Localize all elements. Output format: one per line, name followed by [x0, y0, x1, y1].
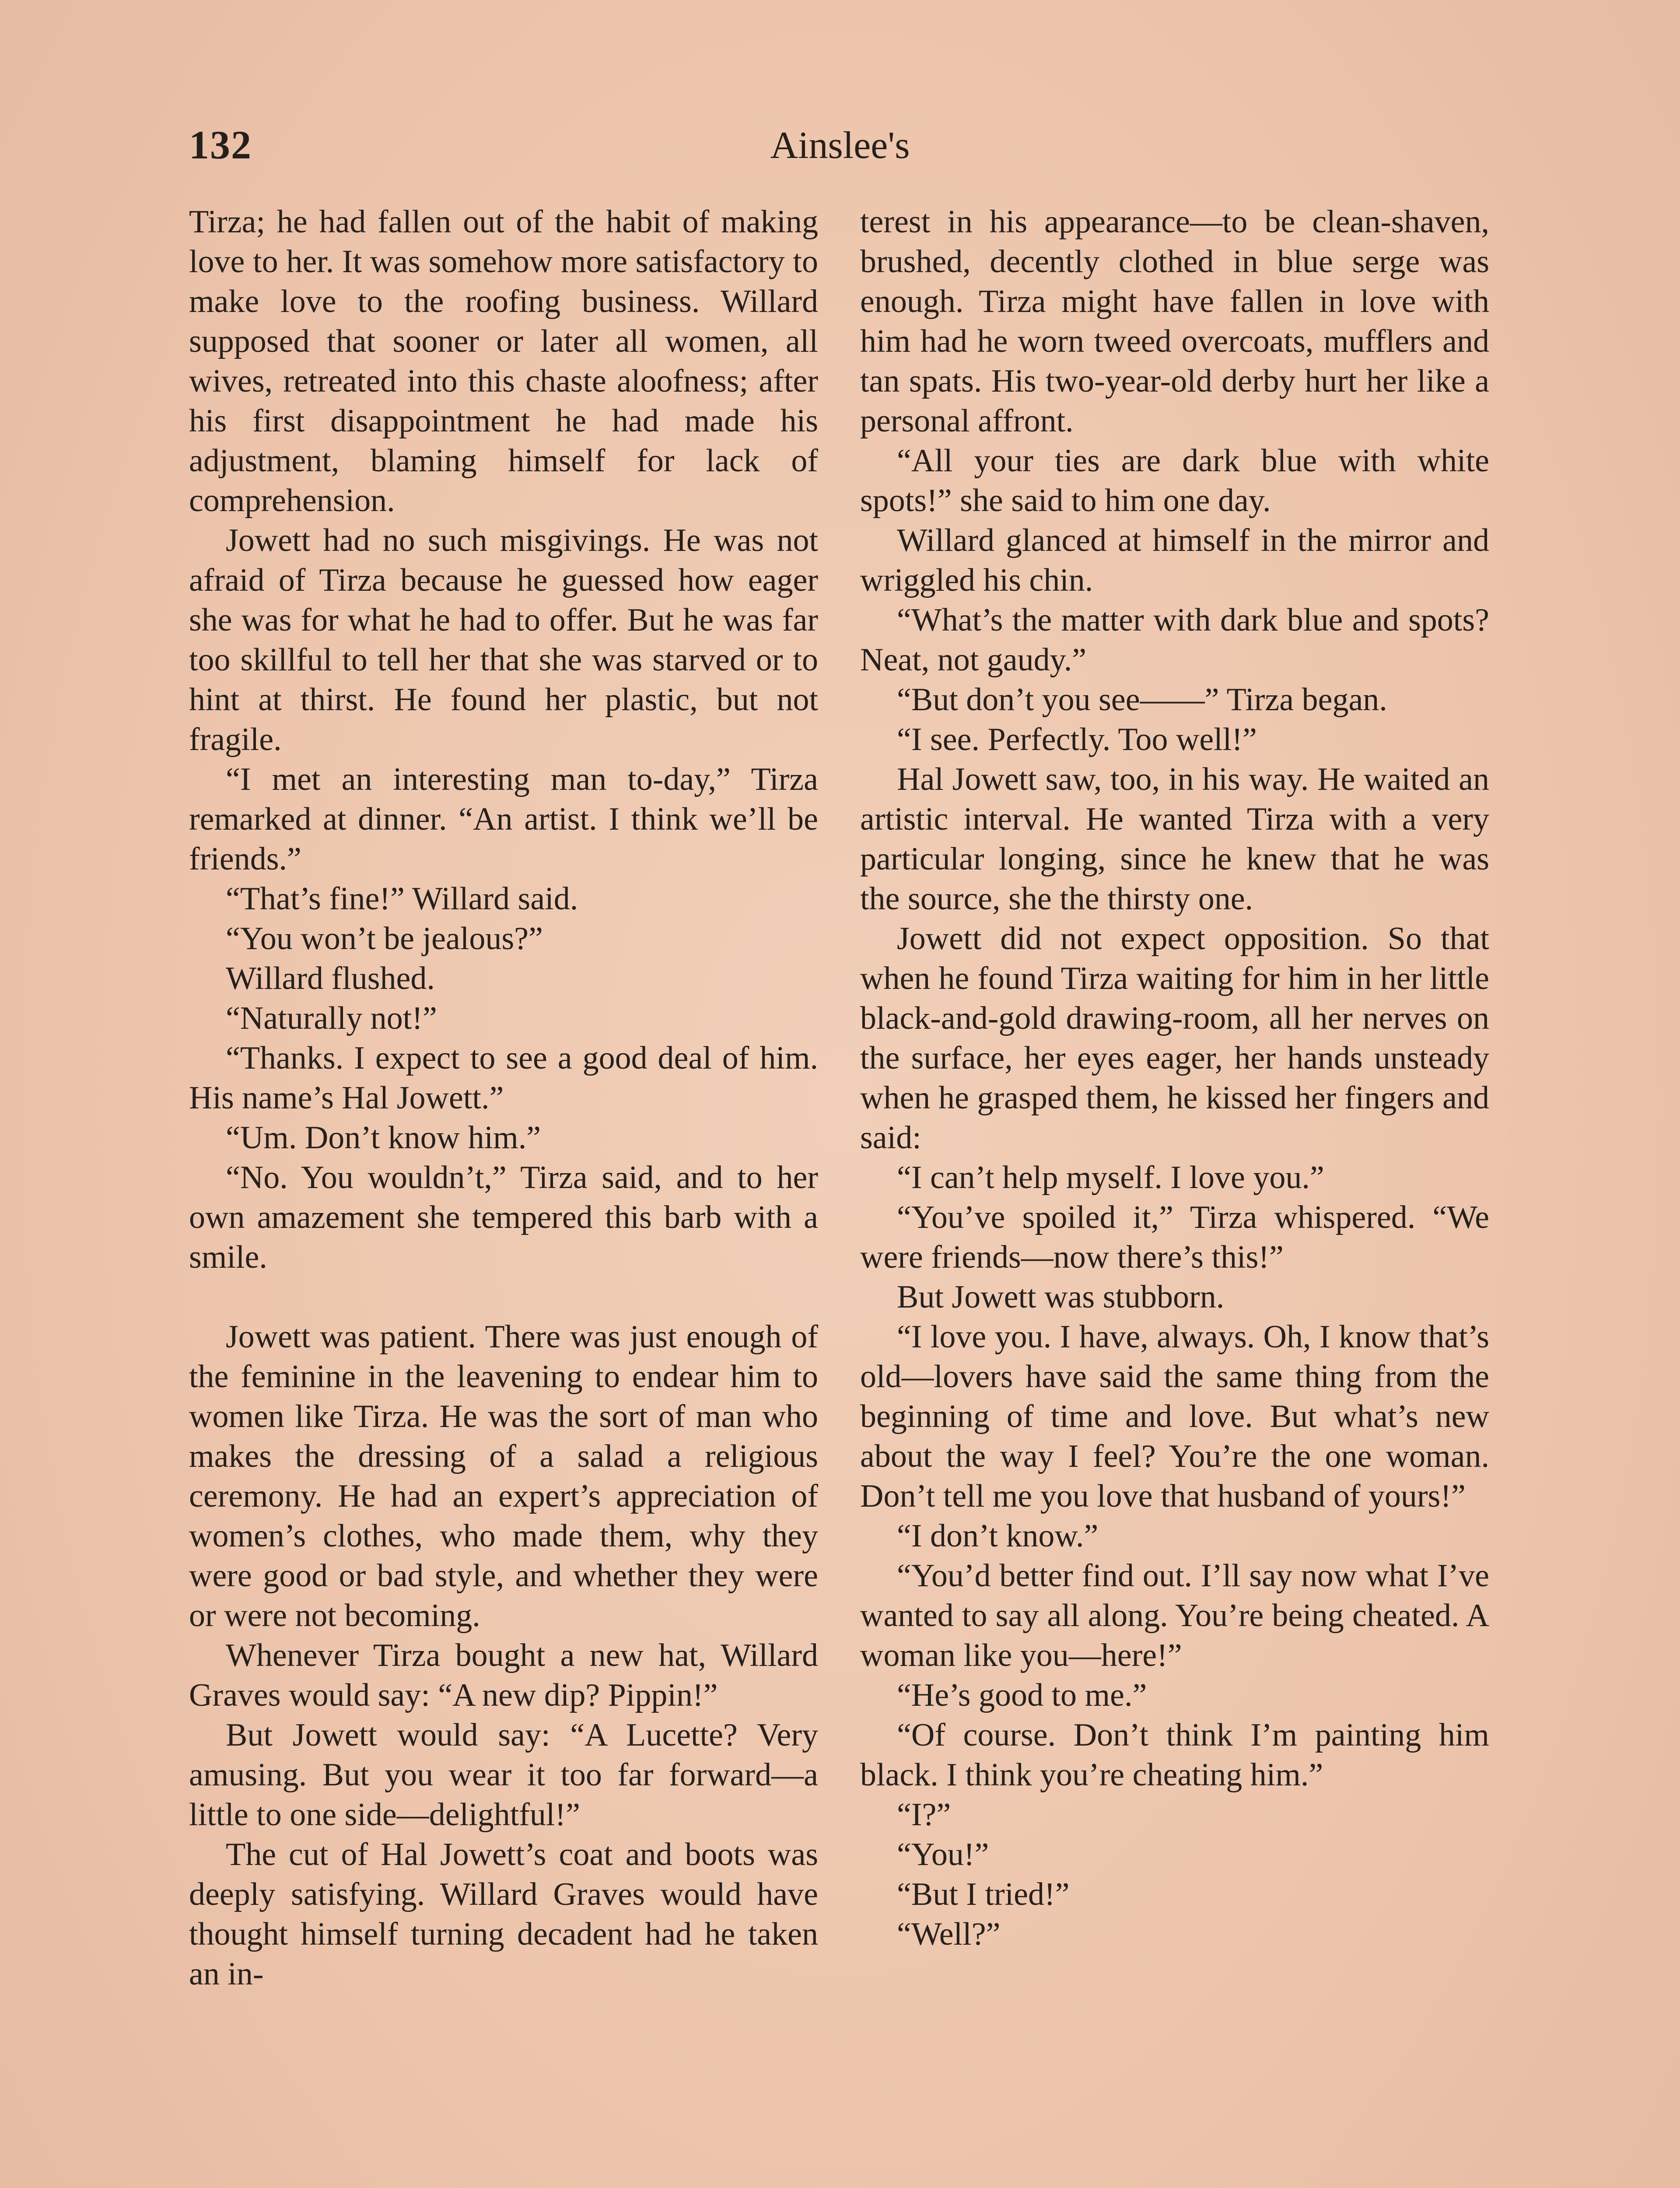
paragraph: The cut of Hal Jowett’s coat and boots was deeply satisfying. Willard Graves would have thought himself turning decadent had he taken an in-	[189, 1837, 818, 1992]
paragraph: “Naturally not!”	[226, 1000, 437, 1036]
paragraph: Jowett did not expect opposition. So that when he found Tirza waiting for him in her little black-and-gold drawing-room, all her nerves on the surface, her eyes eager, her hands unsteady when he grasped them, he kissed her fingers and said:	[860, 921, 1489, 1156]
paragraph: “You!”	[897, 1837, 989, 1872]
paragraph: But Jowett was stubborn.	[897, 1279, 1225, 1315]
section-break	[189, 1277, 818, 1317]
continued-paragraph: terest in his appearance—to be clean-shaven, brushed, decently clothed in blue serge was enough. Tirza might have fallen in love with him had he worn tweed overcoats, mufflers and tan spats. His two-year-old derby hurt her like a personal affront.	[860, 204, 1489, 439]
paragraph: Jowett had no such misgivings. He was not afraid of Tirza because he guessed how eager she was for what he had to offer. But he was far too skillful to tell her that she was starved or to hint at thirst. He found her plastic, but not fragile.	[189, 522, 818, 757]
paragraph: “You’d better find out. I’ll say now what I’ve wanted to say all along. You’re being cheated. A woman like you—here!”	[860, 1558, 1489, 1673]
paragraph: Hal Jowett saw, too, in his way. He waited an artistic interval. He wanted Tirza with a very particular longing, since he knew that he was the source, she the thirsty one.	[860, 761, 1489, 917]
paragraph: “I don’t know.”	[897, 1518, 1099, 1554]
paragraph: “You’ve spoiled it,” Tirza whispered. “We were friends—now there’s this!”	[860, 1199, 1489, 1275]
paragraph: “You won’t be jealous?”	[226, 921, 543, 957]
paragraph: “Um. Don’t know him.”	[226, 1120, 541, 1156]
running-title: Ainslee's	[770, 124, 910, 167]
paragraph: “That’s fine!” Willard said.	[226, 881, 578, 917]
paragraph: “Well?”	[897, 1916, 1001, 1952]
paragraph: “I can’t help myself. I love you.”	[897, 1160, 1324, 1196]
paragraph: Whenever Tirza bought a new hat, Willard Graves would say: “A new dip? Pippin!”	[189, 1637, 818, 1713]
page-number: 132	[189, 123, 252, 167]
paragraph: “What’s the matter with dark blue and spots? Neat, not gaudy.”	[860, 602, 1489, 678]
paragraph: “All your ties are dark blue with white spots!” she said to him one day.	[860, 443, 1489, 519]
paragraph: “Thanks. I expect to see a good deal of him. His name’s Hal Jowett.”	[189, 1040, 818, 1116]
right-column	[860, 202, 1489, 1954]
paragraph: But Jowett would say: “A Lucette? Very amusing. But you wear it too far forward—a little to one side—delightful!”	[189, 1717, 818, 1833]
paragraph: Willard flushed.	[226, 961, 435, 996]
paragraph: “He’s good to me.”	[897, 1677, 1147, 1713]
paragraph: “No. You wouldn’t,” Tirza said, and to her own amazement she tempered this barb with a smile.	[189, 1160, 818, 1275]
paragraph: “I met an interesting man to-day,” Tirza remarked at dinner. “An artist. I think we’ll be friends.”	[189, 761, 818, 877]
left-column	[189, 202, 818, 1994]
paragraph: “I love you. I have, always. Oh, I know that’s old—lovers have said the same thing from the beginning of time and love. But what’s new about the way I feel? You’re the one woman. Don’t tell me you love that husband of yours!”	[860, 1319, 1489, 1514]
paragraph: “But don’t you see——” Tirza began.	[897, 682, 1387, 718]
continued-paragraph: Tirza; he had fallen out of the habit of making love to her. It was somehow more satisfactory to make love to the roofing business. Willard supposed that sooner or later all women, all wives, retreated into this chaste aloofness; after his first disappointment he had made his adjustment, blaming himself for lack of comprehension.	[189, 204, 818, 519]
paragraph: “I?”	[897, 1797, 951, 1833]
paragraph: Jowett was patient. There was just enough of the feminine in the leavening to endear him to women like Tirza. He was the sort of man who makes the dressing of a salad a religious ceremony. He had an expert’s appreciation of women’s clothes, who made them, why they were good or bad style, and whether they were or were not becoming.	[189, 1319, 818, 1634]
paragraph: “But I tried!”	[897, 1876, 1070, 1912]
paragraph: “I see. Perfectly. Too well!”	[897, 722, 1257, 757]
paragraph: “Of course. Don’t think I’m painting him black. I think you’re cheating him.”	[860, 1717, 1489, 1793]
paragraph: Willard glanced at himself in the mirror and wriggled his chin.	[860, 522, 1489, 598]
